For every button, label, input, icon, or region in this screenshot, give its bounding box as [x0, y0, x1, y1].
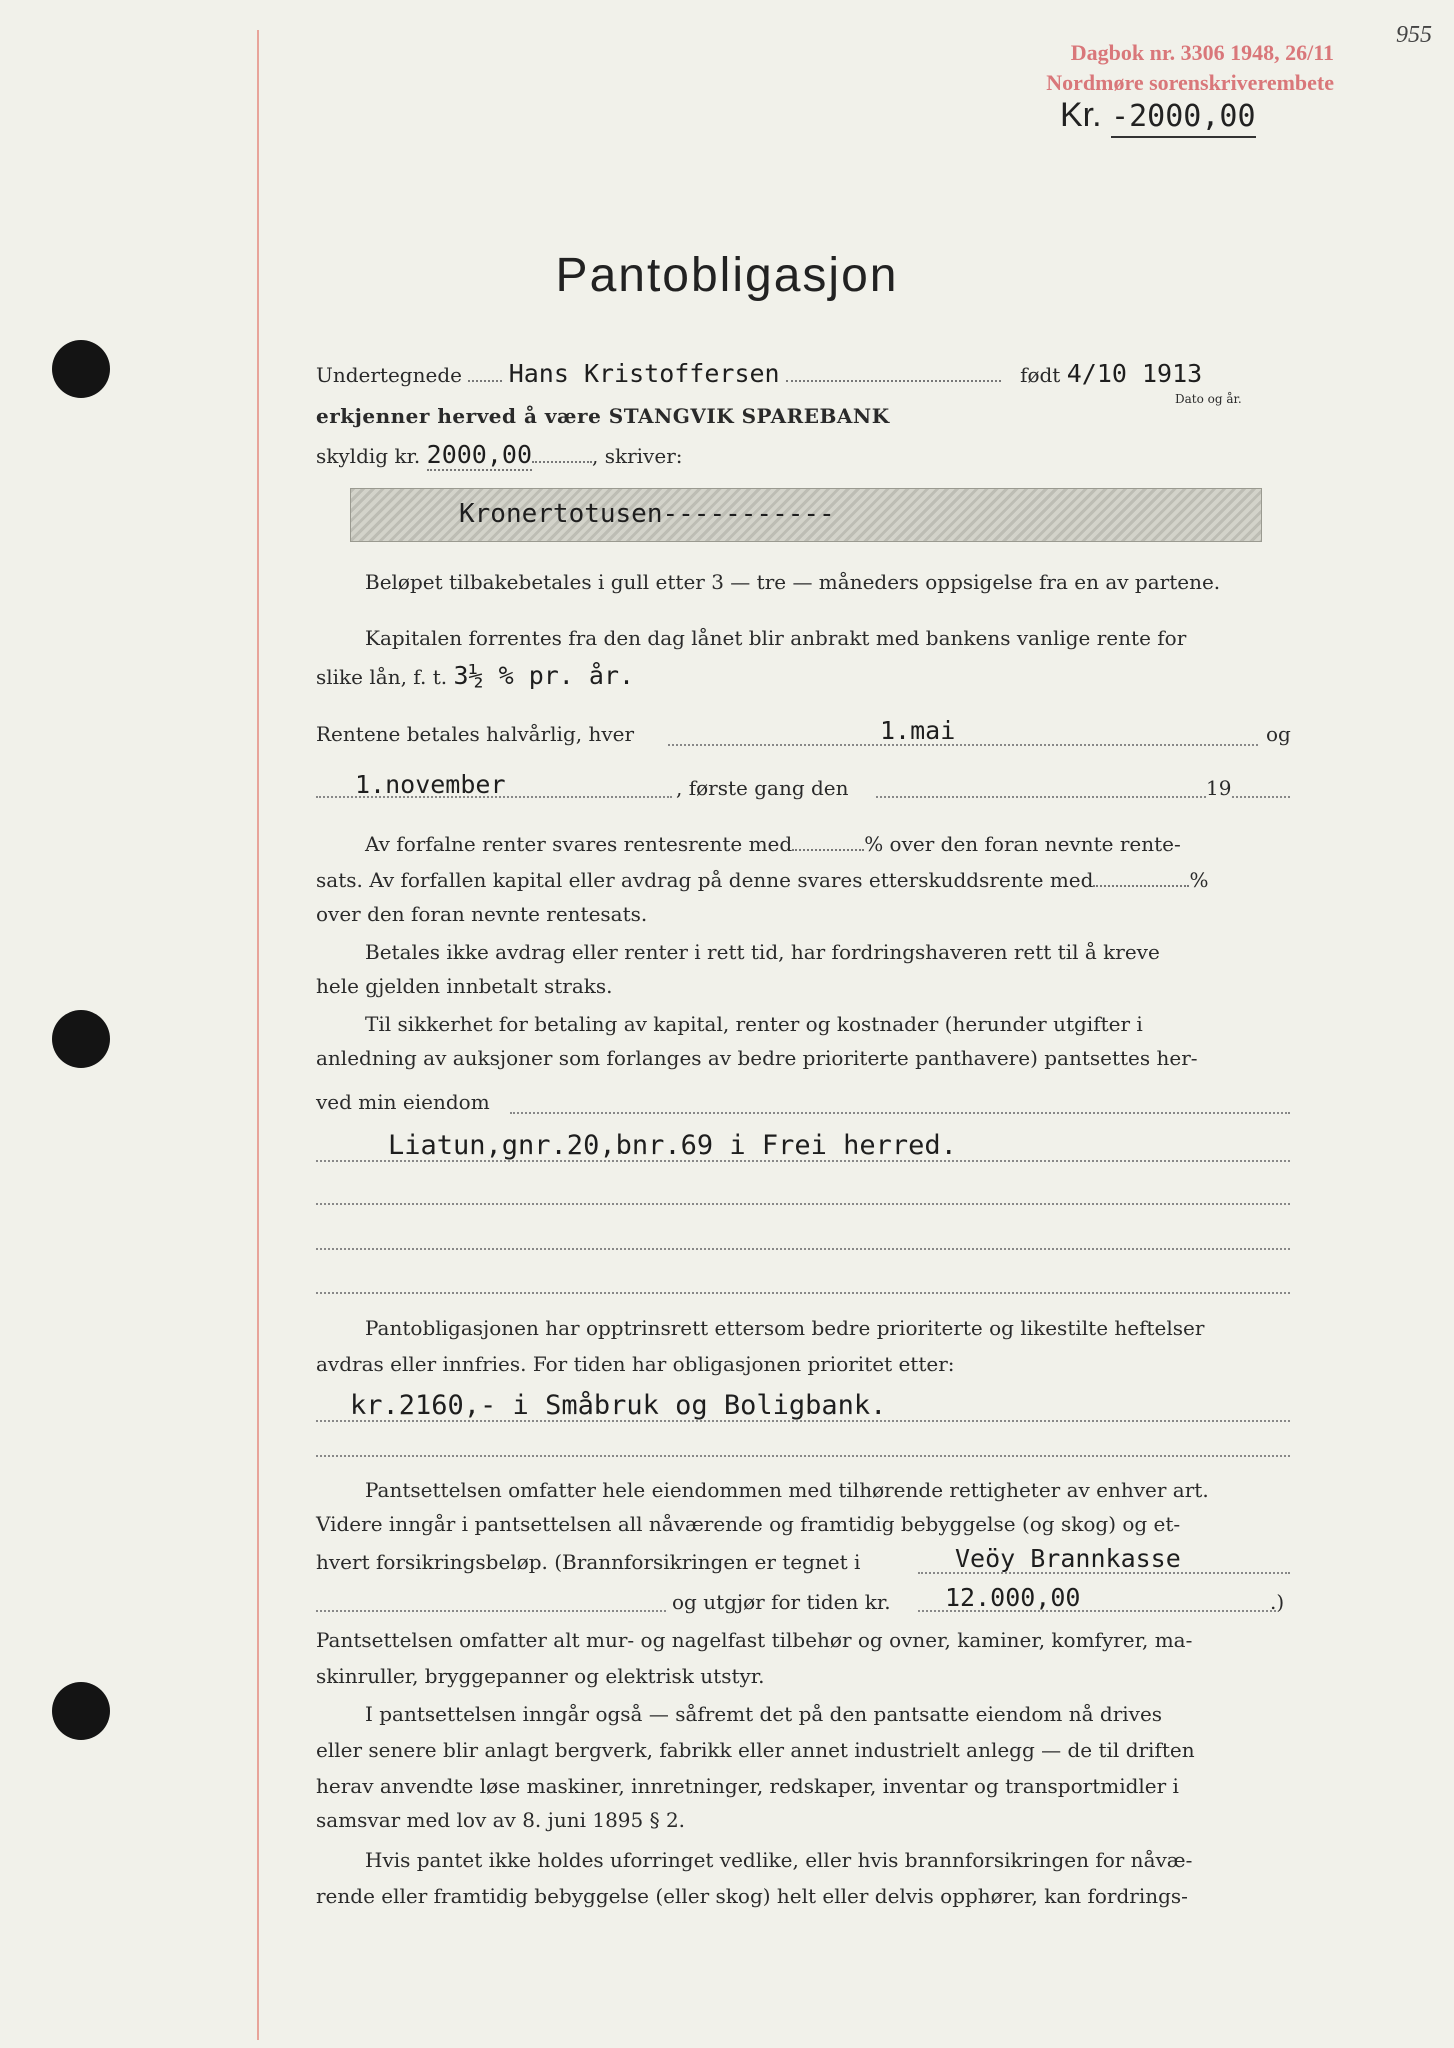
- insurance-amount: 12.000,00: [945, 1583, 1081, 1612]
- forste-gang-label: , første gang den: [676, 776, 849, 800]
- belopet-text: Beløpet tilbakebetales i gull etter 3 — tre — måneders oppsigelse fra en av partene.: [365, 570, 1221, 594]
- birth-date: 4/10 1913: [1066, 359, 1203, 388]
- property-description: Liatun,gnr.20,bnr.69 i Frei herred.: [388, 1130, 957, 1161]
- dotted-fill: [316, 796, 672, 798]
- inngar-line-3: herav anvendte løse maskiner, innretninger, redskaper, inventar og transportmidler i: [316, 1774, 1179, 1798]
- punch-hole: [52, 1010, 110, 1068]
- interest-date-2: 1.november: [355, 770, 506, 799]
- skyldig-label: skyldig kr.: [316, 444, 421, 468]
- kapital-text-1: Kapitalen forrentes fra den dag lånet blir anbrakt med bankens vanlige rente for: [365, 626, 1187, 650]
- forfalne-line-3: over den foran nevnte rentesats.: [316, 902, 648, 926]
- dotted-fill: [316, 1248, 1290, 1250]
- dotted-fill: [316, 1292, 1290, 1294]
- sikkerhet-line-2: anledning av auksjoner som forlanges av bedre prioriterte panthavere) pantsettes her-: [316, 1046, 1198, 1070]
- interest-rate: 3½ % pr. år.: [453, 661, 635, 690]
- omfatter-line-1: Pantsettelsen omfatter hele eiendommen med tilhørende rettigheter av enhver art.: [365, 1478, 1209, 1502]
- hvis-line-2: rende eller framtidig bebyggelse (eller skog) helt eller delvis opphører, kan fordrings-: [316, 1884, 1188, 1908]
- dotted-fill: [1232, 796, 1290, 798]
- forfalne-text-d: %: [1189, 868, 1209, 892]
- betales-line-2: hele gjelden innbetalt straks.: [316, 974, 613, 998]
- inngar-line-4: samsvar med lov av 8. juni 1895 § 2.: [316, 1808, 686, 1832]
- amount-in-words: Kronertotusen-----------: [459, 499, 835, 529]
- dotted-fill: [876, 796, 1206, 798]
- forfalne-text-c: sats. Av forfallen kapital eller avdrag på denne svares etterskuddsrente med: [316, 868, 1094, 892]
- kapital-label: slike lån, f. t.: [316, 665, 448, 689]
- dotted-fill: [668, 744, 1258, 746]
- skyldig-suffix: , skriver:: [592, 444, 683, 468]
- inngar-line-1: I pantsettelsen inngår også — såfremt det på den pantsatte eiendom nå drives: [365, 1702, 1163, 1726]
- betales-line-1: Betales ikke avdrag eller renter i rett tid, har fordringshaveren rett til å kreve: [365, 940, 1160, 964]
- interest-date-1: 1.mai: [880, 716, 956, 745]
- forfalne-text-b: % over den foran nevnte rente-: [864, 832, 1181, 856]
- punch-hole: [52, 340, 110, 398]
- omfatter-text: hvert forsikringsbeløp. (Brannforsikringen er tegnet i: [316, 1550, 861, 1574]
- inngar-line-2: eller senere blir anlagt bergverk, fabrikk eller annet industrielt anlegg — de til driften: [316, 1738, 1195, 1762]
- undertegnede-line: [316, 359, 1290, 388]
- forfalne-line-2: [316, 868, 1290, 892]
- prior-lien: kr.2160,- i Småbruk og Boligbank.: [350, 1390, 887, 1421]
- omfatter-line-2: Videre inngår i pantsettelsen all nåværende og framtidig bebyggelse (og skog) og et-: [316, 1512, 1181, 1536]
- opptrin-line-2: avdras eller innfries. For tiden har obligasjonen prioritet etter:: [316, 1352, 955, 1376]
- renter-label: Rentene betales halvårlig, hver: [316, 722, 635, 746]
- registry-stamp-line1: Dagbok nr. 3306 1948, 26/11: [1070, 40, 1334, 65]
- erkjenner-line: erkjenner herved å være STANGVIK SPAREBANK: [316, 404, 890, 428]
- amount-in-words-box: [350, 488, 1262, 542]
- sikkerhet-line-3: ved min eiendom: [316, 1090, 490, 1114]
- skyldig-line: [316, 440, 1290, 469]
- utgjor-label: og utgjør for tiden kr.: [672, 1590, 891, 1614]
- mur-line-1: Pantsettelsen omfatter alt mur- og nagelfast tilbehør og ovner, kaminer, komfyrer, ma-: [316, 1628, 1193, 1652]
- sikkerhet-line-1: Til sikkerhet for betaling av kapital, renter og kostnader (herunder utgifter i: [365, 1012, 1143, 1036]
- renter-line-1: [316, 722, 1290, 746]
- fire-insurer: Veöy Brannkasse: [955, 1544, 1181, 1573]
- forfalne-line-1: [365, 832, 1290, 856]
- amount-prefix: Kr.: [1060, 96, 1102, 134]
- opptrin-line-1: Pantobligasjonen har opptrinsrett ettersom bedre prioriterte og likestilte heftelser: [365, 1316, 1205, 1340]
- forfalne-text-a: Av forfalne renter svares rentesrente med: [365, 832, 793, 856]
- punch-hole: [52, 1682, 110, 1740]
- signer-name: Hans Kristoffersen: [508, 359, 780, 388]
- date-caption: Dato og år.: [1175, 392, 1242, 406]
- dotted-fill: [316, 1455, 1290, 1457]
- amount-box: [1060, 96, 1256, 135]
- mur-line-2: skinruller, bryggepanner og elektrisk utstyr.: [316, 1664, 765, 1688]
- undertegnede-label: Undertegnede: [316, 363, 462, 387]
- fodt-label: født: [1020, 363, 1061, 387]
- dotted-fill: [316, 1610, 666, 1612]
- og-label: og: [1266, 722, 1291, 746]
- registry-stamp-line2: Nordmøre sorenskriverembete: [1046, 70, 1334, 95]
- amount-value: -2000,00: [1111, 99, 1256, 138]
- dotted-fill: [510, 1112, 1290, 1114]
- dotted-fill: [316, 1203, 1290, 1205]
- dotted-fill: [316, 1420, 1290, 1422]
- skyldig-amount: 2000,00: [426, 440, 532, 469]
- year-prefix: 19: [1206, 776, 1232, 800]
- utgjor-end: .): [1270, 1590, 1285, 1614]
- margin-line: [257, 30, 259, 2040]
- hvis-line-1: Hvis pantet ikke holdes uforringet vedlike, eller hvis brannforsikringen for nåvæ-: [365, 1848, 1193, 1872]
- kapital-text-2: [316, 661, 1290, 690]
- document-title: Pantobligasjon: [555, 249, 899, 302]
- page-number: 955: [1396, 22, 1432, 48]
